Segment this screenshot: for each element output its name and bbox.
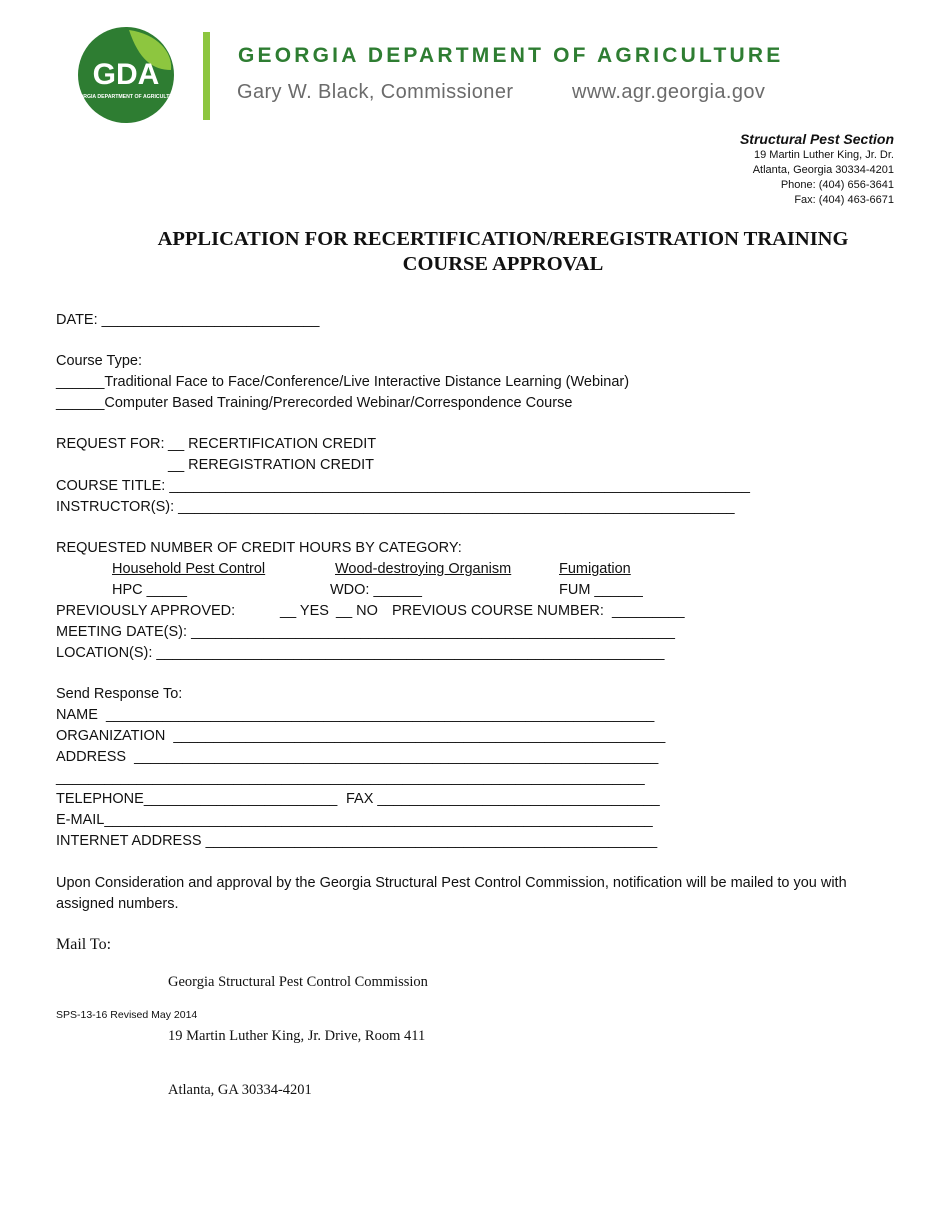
logo-subtext: GEORGIA DEPARTMENT OF AGRICULTURE — [77, 94, 175, 100]
title-line-1: APPLICATION FOR RECERTIFICATION/REREGISTRATION TRAINING — [157, 228, 849, 250]
commissioner-name: Gary W. Black, Commissioner — [237, 81, 514, 103]
office-address — [740, 130, 894, 208]
internet-address-field[interactable]: INTERNET ADDRESS ________________________________________________________ — [56, 833, 658, 849]
office-phone: Phone: (404) 656-3641 — [780, 179, 894, 191]
mail-to-line-3: Atlanta, GA 30334-4201 — [168, 1082, 312, 1098]
header-divider — [203, 32, 210, 120]
mail-to-line-2: 19 Martin Luther King, Jr. Drive, Room 411 — [168, 1028, 426, 1044]
request-reregistration-option[interactable]: __ REREGISTRATION CREDIT — [168, 457, 374, 473]
category-wdo-heading: Wood-destroying Organism — [335, 561, 512, 577]
fax-field[interactable]: FAX ___________________________________ — [346, 791, 660, 807]
website-link[interactable]: www.agr.georgia.gov — [572, 81, 766, 103]
approval-notice: Upon Consideration and approval by the Georgia Structural Pest Control Commission, notification will be mailed to you with assigned numbers. — [56, 875, 847, 912]
page-title — [56, 227, 950, 277]
date-field[interactable]: DATE: ___________________________ — [56, 312, 320, 328]
course-type-option-2[interactable]: ______Computer Based Training/Prerecorded Webinar/Correspondence Course — [56, 395, 573, 411]
email-field[interactable]: E-MAIL____________________________________________________________________ — [56, 812, 653, 828]
telephone-field[interactable]: TELEPHONE________________________ — [56, 791, 338, 807]
name-field[interactable]: NAME ____________________________________________________________________ — [56, 707, 655, 723]
revision-code: SPS-13-16 Revised May 2014 — [56, 1009, 198, 1021]
address-field[interactable]: ADDRESS _________________________________________________________________ — [56, 749, 659, 765]
office-city: Atlanta, Georgia 30334-4201 — [752, 164, 894, 176]
office-street: 19 Martin Luther King, Jr. Dr. — [753, 149, 894, 161]
meeting-dates-field[interactable]: MEETING DATE(S): ____________________________________________________________ — [56, 624, 675, 640]
request-for-label: REQUEST FOR: — [56, 436, 165, 452]
title-line-2: COURSE APPROVAL — [402, 253, 604, 275]
previous-course-number-field[interactable]: PREVIOUS COURSE NUMBER: _________ — [392, 603, 685, 619]
previously-approved-no[interactable]: __ NO — [336, 603, 378, 619]
gda-logo — [77, 26, 175, 124]
request-recertification-option[interactable]: __ RECERTIFICATION CREDIT — [168, 436, 377, 452]
logo-text: GDA — [92, 58, 160, 91]
mail-to-address — [168, 937, 428, 1117]
organization-field[interactable]: ORGANIZATION _____________________________________________________________ — [56, 728, 666, 744]
send-response-label: Send Response To: — [56, 686, 183, 702]
address-line-2-field[interactable]: _________________________________________________________________________ — [56, 770, 645, 786]
credit-hours-label: REQUESTED NUMBER OF CREDIT HOURS BY CATEGORY: — [56, 540, 462, 556]
mail-to-line-1: Georgia Structural Pest Control Commission — [168, 974, 428, 990]
office-fax: Fax: (404) 463-6671 — [794, 194, 894, 206]
previously-approved-label: PREVIOUSLY APPROVED: — [56, 603, 236, 619]
fum-hours-field[interactable]: FUM ______ — [559, 582, 643, 598]
category-hpc-heading: Household Pest Control — [112, 561, 266, 577]
locations-field[interactable]: LOCATION(S): _______________________________________________________________ — [56, 645, 665, 661]
department-name: GEORGIA DEPARTMENT OF AGRICULTURE — [238, 44, 784, 67]
wdo-hours-field[interactable]: WDO: ______ — [330, 582, 422, 598]
mail-to-label: Mail To: — [56, 936, 112, 953]
previously-approved-yes[interactable]: __ YES — [280, 603, 329, 619]
category-fum-heading: Fumigation — [559, 561, 631, 577]
section-name: Structural Pest Section — [739, 131, 894, 147]
course-type-option-1[interactable]: ______Traditional Face to Face/Conference/Live Interactive Distance Learning (Webinar) — [56, 374, 630, 390]
hpc-hours-field[interactable]: HPC _____ — [112, 582, 187, 598]
course-title-field[interactable]: COURSE TITLE: ________________________________________________________________________ — [56, 478, 750, 494]
instructors-field[interactable]: INSTRUCTOR(S): _____________________________________________________________________ — [56, 499, 735, 515]
course-type-label: Course Type: — [56, 353, 142, 369]
